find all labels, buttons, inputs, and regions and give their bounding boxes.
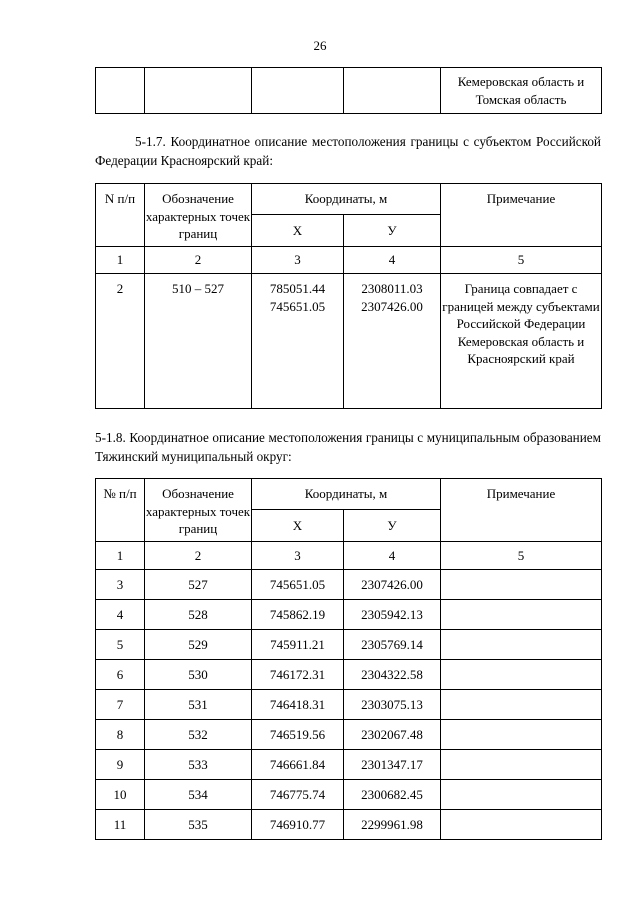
row-point: 530 bbox=[145, 660, 252, 690]
row-x: 746519.56 bbox=[252, 720, 344, 750]
table-row bbox=[96, 810, 602, 840]
row-x bbox=[252, 274, 344, 409]
row-note bbox=[441, 780, 602, 810]
table-cell bbox=[344, 68, 441, 114]
row-y: 2303075.13 bbox=[344, 690, 441, 720]
x-value: 785051.44 bbox=[269, 281, 326, 296]
row-note bbox=[441, 720, 602, 750]
index-row bbox=[96, 247, 602, 274]
row-num: 11 bbox=[96, 810, 145, 840]
index-cell: 3 bbox=[252, 542, 344, 570]
row-y: 2299961.98 bbox=[344, 810, 441, 840]
table-row bbox=[96, 274, 602, 409]
row-y: 2301347.17 bbox=[344, 750, 441, 780]
row-note bbox=[441, 570, 602, 600]
table-row bbox=[96, 690, 602, 720]
table-row bbox=[96, 600, 602, 630]
row-x: 745651.05 bbox=[252, 570, 344, 600]
row-point: 529 bbox=[145, 630, 252, 660]
note-line: Кемеровская область и bbox=[457, 73, 585, 89]
header-row bbox=[96, 184, 602, 215]
note-line: Томская область bbox=[475, 91, 567, 107]
row-note bbox=[441, 750, 602, 780]
row-y bbox=[344, 274, 441, 409]
index-cell: 5 bbox=[441, 542, 602, 570]
row-num: 7 bbox=[96, 690, 145, 720]
header-num: № п/п bbox=[96, 479, 145, 542]
header-note: Примечание bbox=[441, 184, 602, 247]
row-x: 746172.31 bbox=[252, 660, 344, 690]
coordinates-table-krasnoyarsk bbox=[95, 183, 602, 409]
row-num: 5 bbox=[96, 630, 145, 660]
row-note: Граница совпадает с границей между субъектами Российской Федерации Кемеровская область и Красноярский край bbox=[441, 274, 602, 409]
row-point: 533 bbox=[145, 750, 252, 780]
section-heading-5-1-7: 5-1.7. Координатное описание местоположения границы с субъектом Российской Федерации Красноярский край: bbox=[95, 134, 601, 168]
header-coords: Координаты, м bbox=[252, 184, 441, 215]
header-y: У bbox=[344, 215, 441, 247]
row-x: 746910.77 bbox=[252, 810, 344, 840]
y-value: 2307426.00 bbox=[361, 298, 423, 314]
row-point: 531 bbox=[145, 690, 252, 720]
header-x: X bbox=[252, 215, 344, 247]
index-cell: 3 bbox=[252, 247, 344, 274]
table-row bbox=[96, 630, 602, 660]
table-cell bbox=[145, 68, 252, 114]
row-y: 2304322.58 bbox=[344, 660, 441, 690]
row-x: 746418.31 bbox=[252, 690, 344, 720]
row-y: 2300682.45 bbox=[344, 780, 441, 810]
table-row bbox=[96, 750, 602, 780]
row-designation: 510 – 527 bbox=[145, 274, 252, 409]
header-note: Примечание bbox=[441, 479, 602, 542]
table-cell bbox=[96, 68, 145, 114]
header-num: N п/п bbox=[96, 184, 145, 247]
row-x: 746661.84 bbox=[252, 750, 344, 780]
table-row bbox=[96, 780, 602, 810]
row-y: 2305942.13 bbox=[344, 600, 441, 630]
row-x: 746775.74 bbox=[252, 780, 344, 810]
note-cell bbox=[441, 68, 602, 114]
row-point: 534 bbox=[145, 780, 252, 810]
row-num: 10 bbox=[96, 780, 145, 810]
index-cell: 2 bbox=[145, 247, 252, 274]
row-note bbox=[441, 810, 602, 840]
continuation-table bbox=[95, 67, 602, 114]
row-note bbox=[441, 660, 602, 690]
table-row bbox=[96, 68, 602, 114]
table-body bbox=[96, 570, 602, 840]
coordinates-table-tyazhinsky bbox=[95, 478, 602, 840]
row-note bbox=[441, 690, 602, 720]
y-value: 2308011.03 bbox=[361, 281, 423, 296]
row-note bbox=[441, 600, 602, 630]
header-x: X bbox=[252, 510, 344, 542]
page-number: 26 bbox=[313, 38, 327, 53]
row-point: 535 bbox=[145, 810, 252, 840]
header-designation: Обозначение характерных точек границ bbox=[145, 184, 252, 247]
row-y: 2305769.14 bbox=[344, 630, 441, 660]
header-coords: Координаты, м bbox=[252, 479, 441, 510]
index-cell: 1 bbox=[96, 542, 145, 570]
row-num: 8 bbox=[96, 720, 145, 750]
table-cell bbox=[252, 68, 344, 114]
row-num: 6 bbox=[96, 660, 145, 690]
index-cell: 4 bbox=[344, 542, 441, 570]
row-num: 3 bbox=[96, 570, 145, 600]
index-cell: 5 bbox=[441, 247, 602, 274]
x-value: 745651.05 bbox=[269, 298, 326, 314]
row-y: 2302067.48 bbox=[344, 720, 441, 750]
row-x: 745911.21 bbox=[252, 630, 344, 660]
row-num: 2 bbox=[96, 274, 145, 409]
row-y: 2307426.00 bbox=[344, 570, 441, 600]
table-row bbox=[96, 570, 602, 600]
header-y: У bbox=[344, 510, 441, 542]
header-designation: Обозначение характерных точек границ bbox=[145, 479, 252, 542]
row-point: 532 bbox=[145, 720, 252, 750]
index-cell: 1 bbox=[96, 247, 145, 274]
row-note bbox=[441, 630, 602, 660]
index-row bbox=[96, 542, 602, 570]
section-heading-5-1-8: 5-1.8. Координатное описание местоположения границы с муниципальным образованием Тяжинский муниципальный округ: bbox=[95, 430, 601, 464]
index-cell: 4 bbox=[344, 247, 441, 274]
row-point: 527 bbox=[145, 570, 252, 600]
row-x: 745862.19 bbox=[252, 600, 344, 630]
table-row bbox=[96, 720, 602, 750]
row-num: 4 bbox=[96, 600, 145, 630]
row-point: 528 bbox=[145, 600, 252, 630]
header-row bbox=[96, 479, 602, 510]
row-num: 9 bbox=[96, 750, 145, 780]
table-row bbox=[96, 660, 602, 690]
index-cell: 2 bbox=[145, 542, 252, 570]
